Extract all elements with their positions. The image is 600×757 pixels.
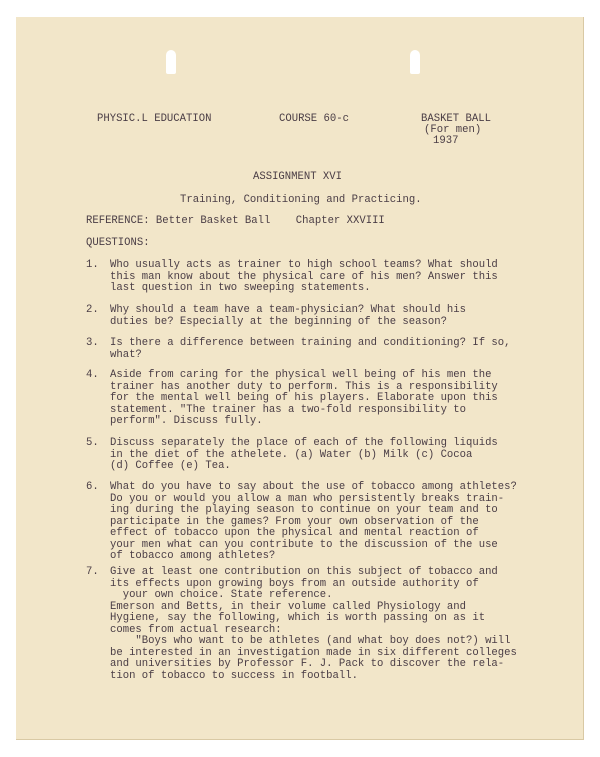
question-number: 4. [86, 369, 99, 381]
question-text: What do you have to say about the use of tobacco among athletes? Do you or would you allow a man who persistently breaks train- ing during the playing season to continue on your team and to participate in the games? From your own observation of the effect of tobacco upon the physical and mental reaction of your men what can you contribute to the discussion of the use of tobacco among athletes? [110, 481, 517, 562]
reference-line: REFERENCE: Better Basket Ball Chapter XXVIII [86, 215, 385, 227]
assignment-title: Training, Conditioning and Practicing. [180, 194, 422, 206]
question-number: 6. [86, 481, 99, 493]
question-text: Is there a difference between training and conditioning? If so, what? [110, 337, 511, 361]
header-course: COURSE 60-c [279, 113, 349, 125]
question-text: Who usually acts as trainer to high school teams? What should this man know about the physical care of his men? Answer this last question in two sweeping statements. [110, 259, 498, 294]
question-text: Give at least one contribution on this subject of tobacco and its effects upon growing boys from an outside authority of your own choice. State reference. Emerson and Betts, in their volume called Physiology and Hygiene, say the following, which is worth passing on as it comes from actual research: "Boys who want to be athletes (and what boy does not?) will be interested in an investigation made in six different colleges and universities by Professor F. J. Pack to discover the rela- tion of tobacco to success in football. [110, 566, 517, 682]
header-audience: (For men) [424, 124, 482, 136]
header-department: PHYSIC.L EDUCATION [97, 113, 212, 125]
header-sport: BASKET BALL [421, 113, 491, 125]
question-number: 3. [86, 337, 99, 349]
question-text: Discuss separately the place of each of the following liquids in the diet of the athelete. (a) Water (b) Milk (c) Cocoa (d) Coffee (e) Tea. [110, 437, 498, 472]
question-number: 5. [86, 437, 99, 449]
question-number: 7. [86, 566, 99, 578]
question-number: 1. [86, 259, 99, 271]
assignment-number: ASSIGNMENT XVI [253, 171, 343, 183]
punch-hole-left [166, 50, 176, 74]
question-text: Aside from caring for the physical well being of his men the trainer has another duty to perform. This is a responsibility for the mental well being of his players. Elaborate upon this statement. "The trainer has a two-fold responsibility to perform". Discuss fully. [110, 369, 498, 427]
questions-heading: QUESTIONS: [86, 237, 150, 249]
punch-hole-right [410, 50, 420, 74]
document-page [16, 17, 584, 740]
question-text: Why should a team have a team-physician? What should his duties be? Especially at the beginning of the season? [110, 304, 467, 328]
question-number: 2. [86, 304, 99, 316]
header-year: 1937 [433, 135, 459, 147]
